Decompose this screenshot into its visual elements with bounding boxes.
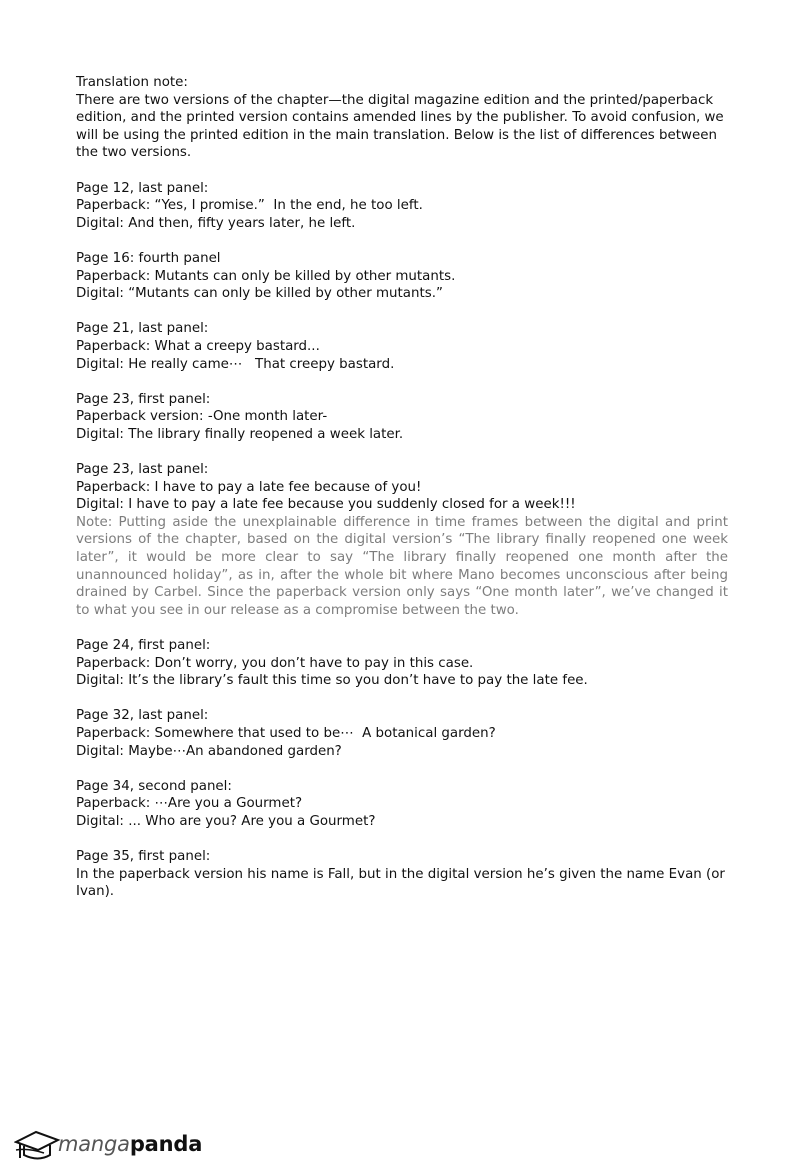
diff-digital: Digital: It’s the library’s fault this time so you don’t have to pay the late fee. [76,673,588,689]
diff-paperback: Paperback: Don’t worry, you don’t have to pay in this case. [76,655,474,671]
graduation-cap-icon [14,1128,62,1164]
diff-heading: Page 34, second panel: [76,778,232,794]
diff-heading: Page 32, last panel: [76,708,209,724]
diff-heading: Page 24, first panel: [76,638,211,653]
diff-heading: Page 35, first panel: [76,849,211,865]
mangapanda-logo [14,1128,203,1166]
diff-page-24 [76,637,728,690]
diff-digital: Digital: He really came⋯ That creepy bastard. [76,356,395,372]
diff-page-34 [76,778,728,831]
diff-page-16 [76,250,728,303]
diff-digital: Digital: Maybe⋯An abandoned garden? [76,743,342,759]
diff-heading: Page 23, last panel: [76,462,209,478]
diff-heading: Page 23, first panel: [76,391,211,407]
diff-digital: Digital: ... Who are you? Are you a Gourmet? [76,813,376,829]
diff-text: In the paperback version his name is Fall, but in the digital version he’s given the name Evan (or Ivan). [76,866,725,900]
diff-digital: Digital: The library finally reopened a week later. [76,426,404,442]
diff-paperback: Paperback: Somewhere that used to be⋯ A botanical garden? [76,725,496,741]
note-title: Translation note: [76,75,188,90]
diff-paperback: Paperback: ⋯Are you a Gourmet? [76,796,303,812]
diff-digital: Digital: And then, fifty years later, he left. [76,215,356,231]
diff-paperback: Paperback: “Yes, I promise.” In the end, he too left. [76,198,423,214]
diff-paperback: Paperback: What a creepy bastard... [76,338,320,354]
translator-note: Note: Putting aside the unexplainable difference in time frames between the digital and print versions of the chapter, based on the digital version’s “The library finally reopened one week later”, it would be more clear to say “The library finally reopened one month after the unannounced holiday”, as in, after the whole bit where Mano becomes unconscious after being drained by Carbel. Since the paperback version only says “One month later”, we’ve changed it to what you see in our release as a compromise between the two. [76,514,728,618]
note-intro: There are two versions of the chapter—the digital magazine edition and the printed/paperback edition, and the printed version contains amended lines by the publisher. To avoid confusion, we will be using the printed edition in the main translation. Below is the list of differences between the two versions. [76,92,724,161]
diff-digital: Digital: “Mutants can only be killed by other mutants.” [76,286,443,302]
diff-heading: Page 16: fourth panel [76,250,221,266]
diff-page-35 [76,848,728,901]
diff-page-23-first [76,391,728,444]
diff-heading: Page 12, last panel: [76,180,209,196]
diff-paperback: Paperback version: -One month later- [76,409,328,425]
diff-heading: Page 21, last panel: [76,321,209,337]
diff-digital: Digital: I have to pay a late fee because you suddenly closed for a week!!! [76,497,576,513]
diff-page-21 [76,320,728,373]
diff-paperback: Paperback: I have to pay a late fee because of you! [76,479,422,495]
logo-text: mangapanda [58,1132,203,1156]
diff-page-23-last [76,461,728,619]
diff-paperback: Paperback: Mutants can only be killed by other mutants. [76,268,456,284]
translation-note [76,74,728,901]
diff-page-32 [76,707,728,760]
diff-page-12 [76,180,728,233]
